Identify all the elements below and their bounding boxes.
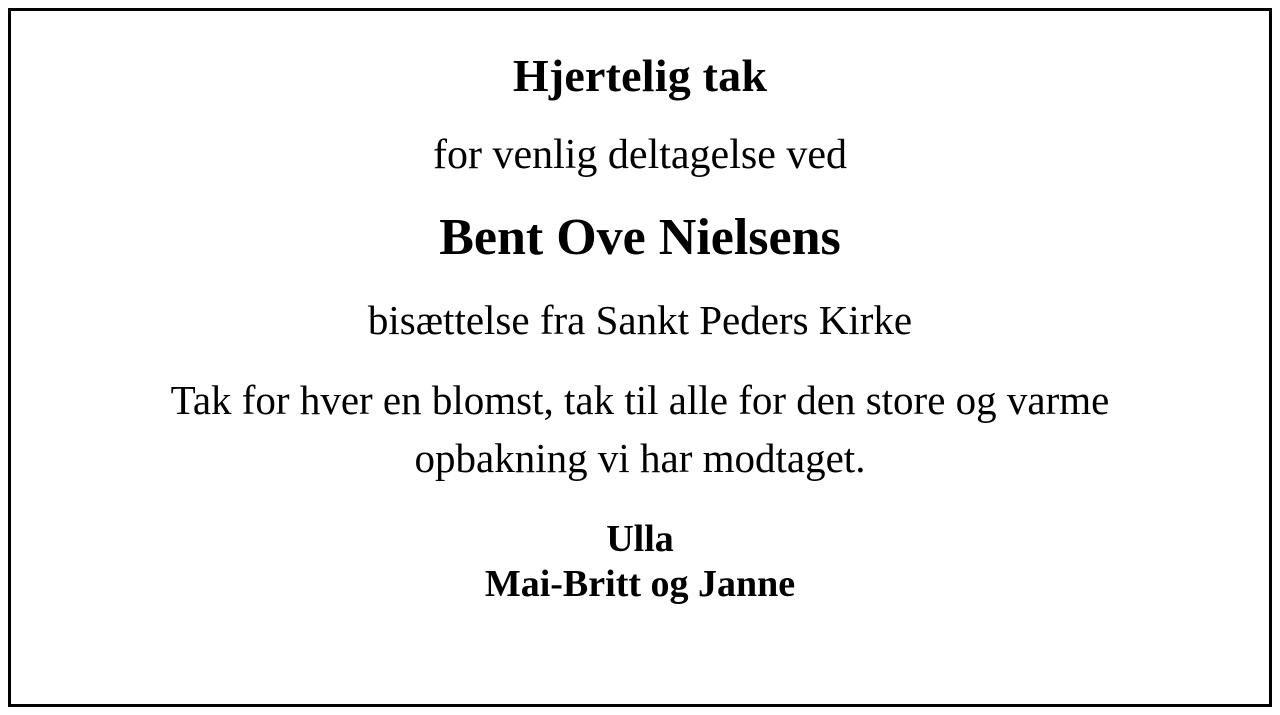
- notice-border-frame: [8, 8, 1272, 707]
- notice-subline: for venlig deltagelse ved: [432, 132, 847, 179]
- notice-body-text: Tak for hver en blomst, tak til alle for den store og varme opbakning vi har modtaget.: [170, 376, 1110, 481]
- signature-block: [485, 517, 795, 607]
- signature-line-2: Mai-Britt og Janne: [484, 562, 796, 605]
- deceased-name: Bent Ove Nielsens: [439, 208, 841, 266]
- ceremony-place: bisættelse fra Sankt Peders Kirke: [367, 297, 913, 344]
- signature-line-1: Ulla: [606, 517, 674, 560]
- notice-heading: Hjertelig tak: [512, 50, 768, 101]
